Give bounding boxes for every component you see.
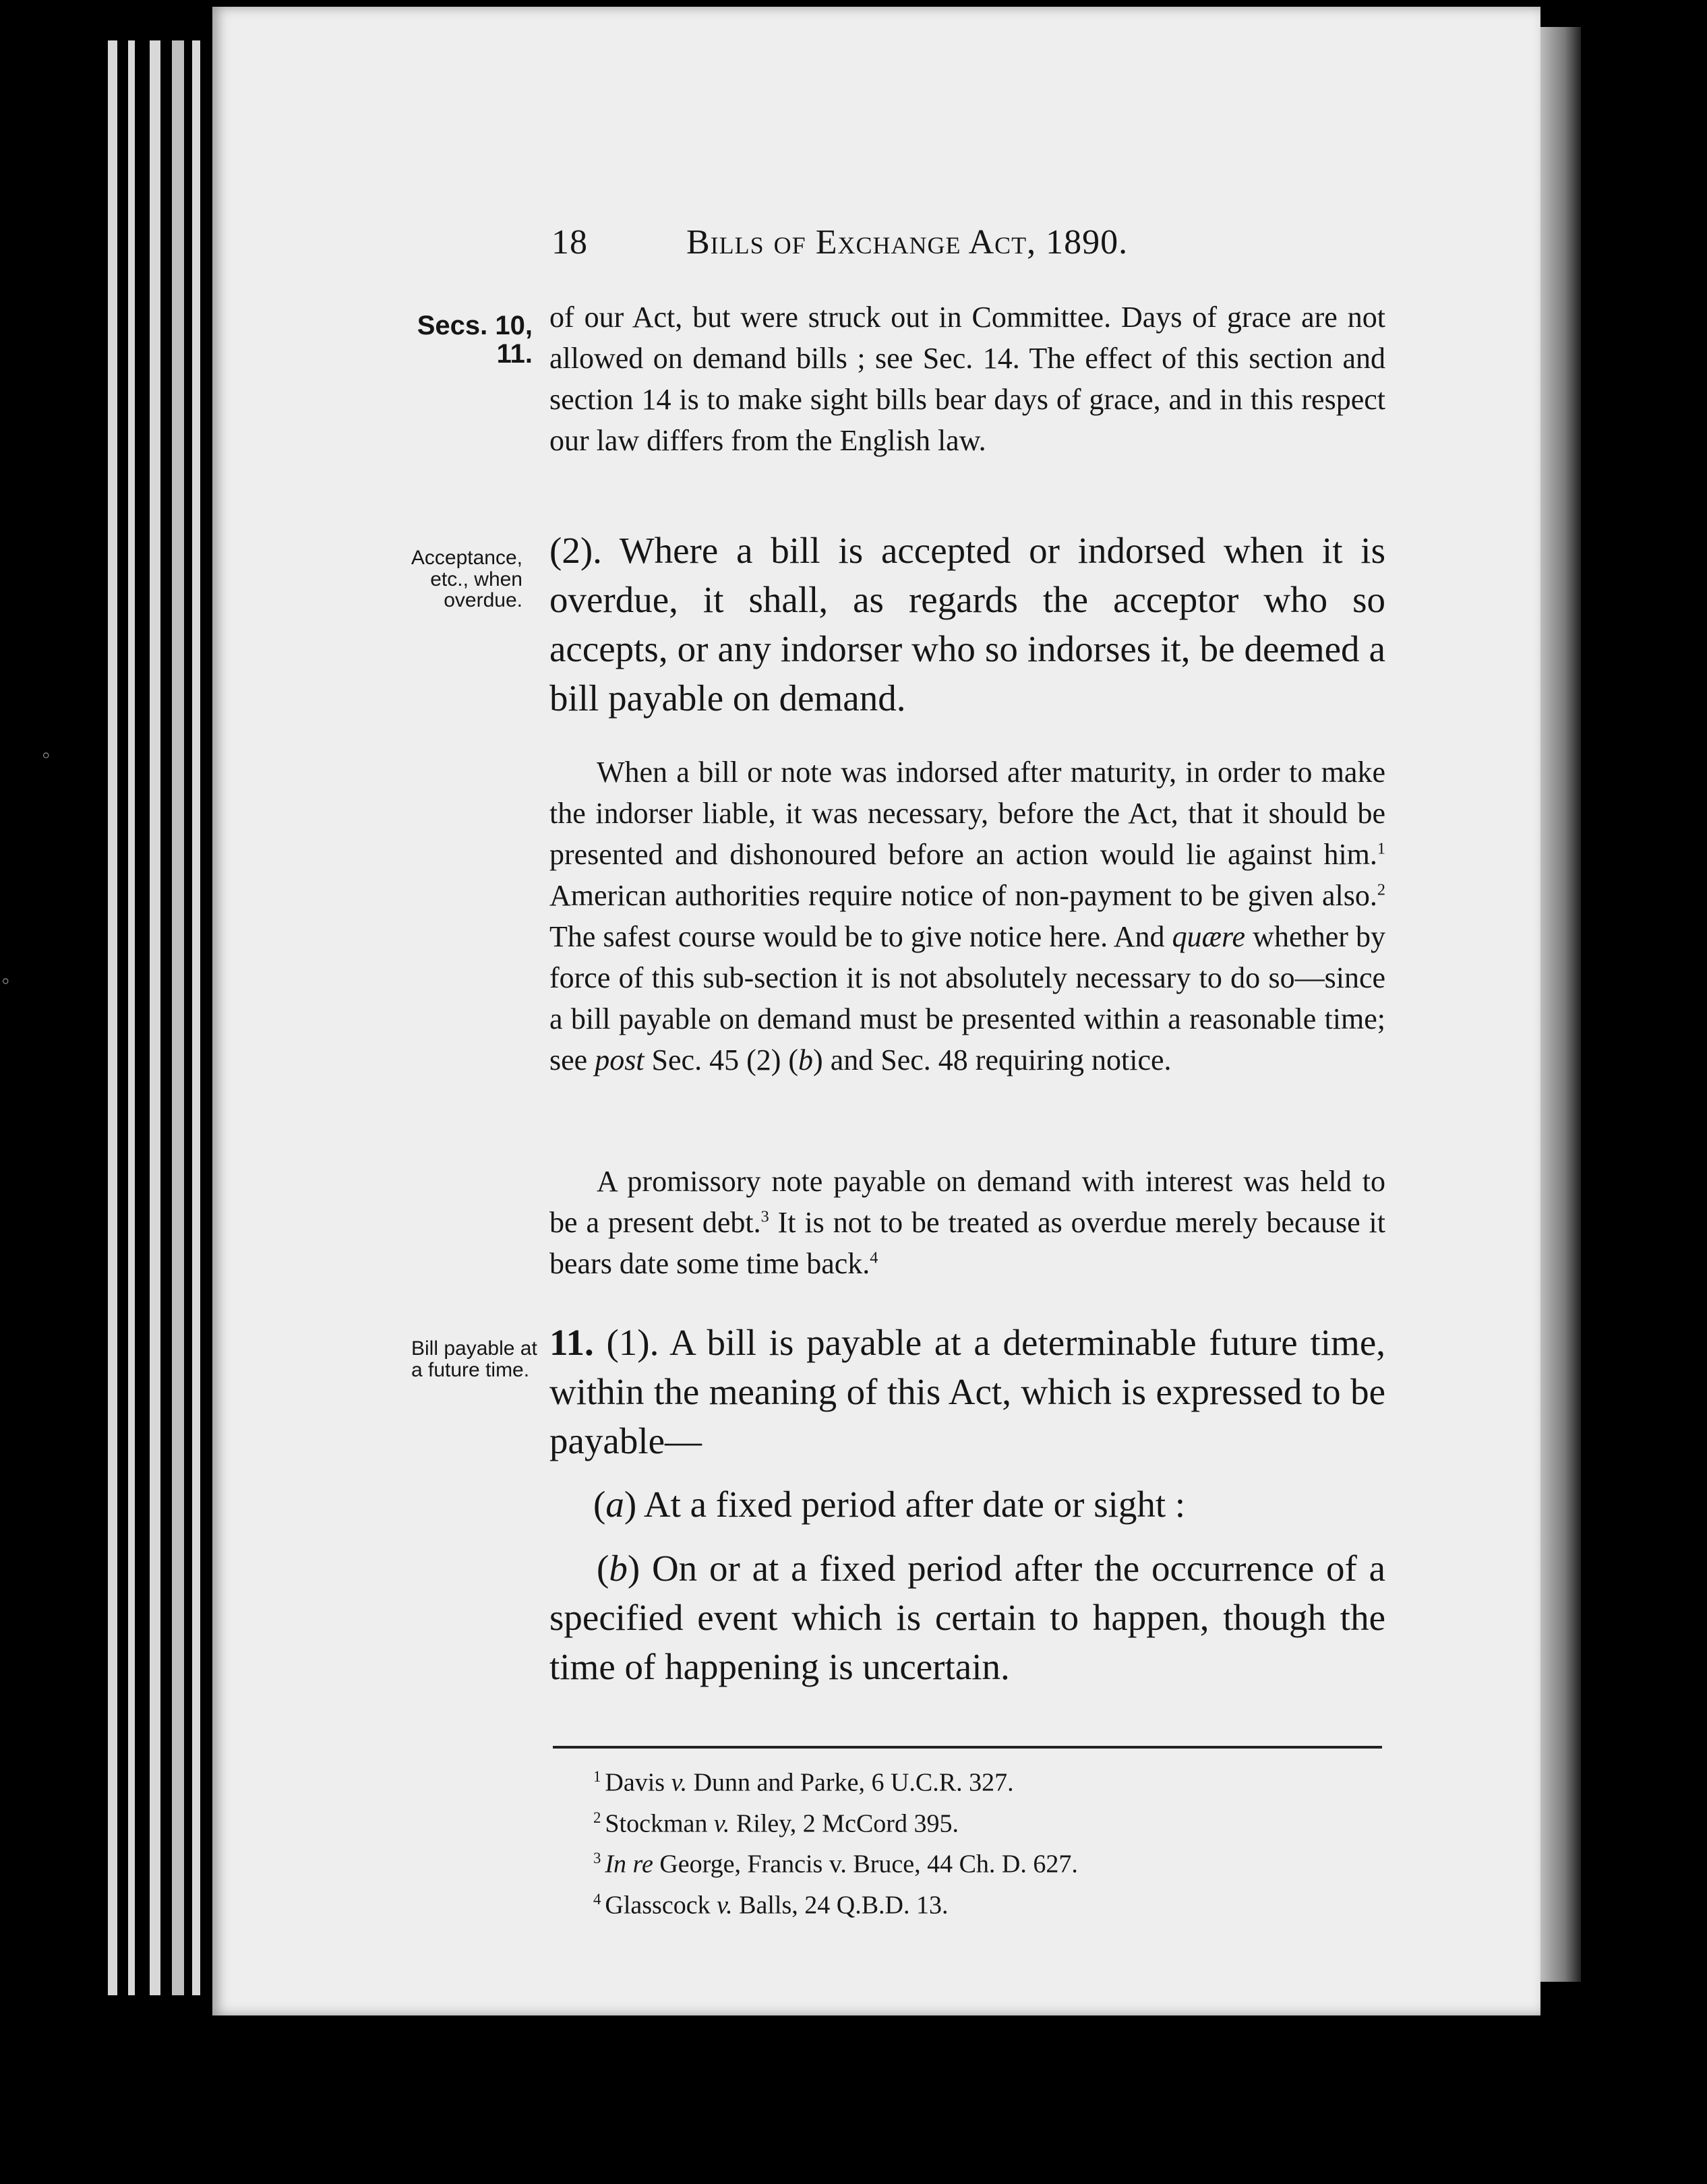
footnote-ref: 2 [1377,880,1385,899]
footnote-ref: 1 [1377,839,1385,858]
binding-strip [108,40,117,1995]
footnote-3: $^3$ In re George, Francis v. Bruce, 44 Ch. D. 627. [593,1850,1078,1879]
statute-clause-a: (a) At a fixed period after date or sight : [593,1484,1186,1525]
binding-strip [150,40,160,1995]
statute-clause-b: (b) On or at a fixed period after the occurrence of a specified event which is certain to happen, though the time of happening is uncertain. [549,1548,1385,1687]
margin-note-bill-payable: Bill payable at a future time. [411,1337,537,1381]
running-title: Bills of Exchange Act, 1890. [686,223,1129,262]
footnote-ref: 3 [760,1207,769,1226]
footnote-divider [553,1746,1382,1749]
page-number: 18 [551,223,588,262]
margin-note-sections: Secs. 10, 11. [417,311,533,369]
footnote-1: $^1$ Davis v. Dunn and Parke, 6 U.C.R. 327. [593,1768,1014,1797]
binding-strip [172,40,184,1995]
commentary-paragraph: A promissory note payable on demand with interest was held to be a present debt.$^3$ It is not to be treated as overdue merely because it bears date some time back.$^4$ [549,1165,1385,1280]
commentary-paragraph: of our Act, but were struck out in Committee. Days of grace are not allowed on demand bills ; see Sec. 14. The effect of this section and section 14 is to make sight bills bear days of grace, and in this respect our law differs from the English law. [549,301,1385,457]
binding-strip [128,40,135,1995]
footnote-4: $^4$ Glasscock v. Balls, 24 Q.B.D. 13. [593,1890,949,1920]
footnotes [593,1759,1369,1923]
statute-section-11: 11. (1). A bill is payable at a determinable future time, within the meaning of this Act, which is expressed to be payable— [549,1322,1385,1461]
commentary-paragraph: When a bill or note was indorsed after maturity, in order to make the indorser liable, it was necessary, before the Act, that it should be presented and dishonoured before an action would lie against him.$^1$ American authorities require notice of non-payment to be given also.$^2$ The safest course would be to give notice here. And quære whether by force of this sub-section it is not absolutely necessary to do so—since a bill payable on demand must be presented within a reasonable time; see post Sec. 45 (2) (b) and Sec. 48 requiring notice. [549,756,1385,1076]
binding-strip [192,40,200,1995]
clause-label: b [609,1548,628,1589]
statute-subsection-2: (2). Where a bill is accepted or indorsed when it is overdue, it shall, as regards the acceptor who so accepts, or any indorser who so indorses it, be deemed a bill payable on demand. [549,530,1385,719]
footnote-2: $^2$ Stockman v. Riley, 2 McCord 395. [593,1809,959,1838]
page-edge [1540,27,1581,1982]
scan-speck: ◦ [0,971,11,993]
clause-label: a [605,1484,624,1525]
running-header [551,222,1226,262]
footnote-ref: 4 [870,1248,878,1267]
margin-note-acceptance: Acceptance, etc., when overdue. [411,547,522,611]
section-number: 11. [549,1322,594,1363]
scan-speck: ◦ [40,745,52,767]
